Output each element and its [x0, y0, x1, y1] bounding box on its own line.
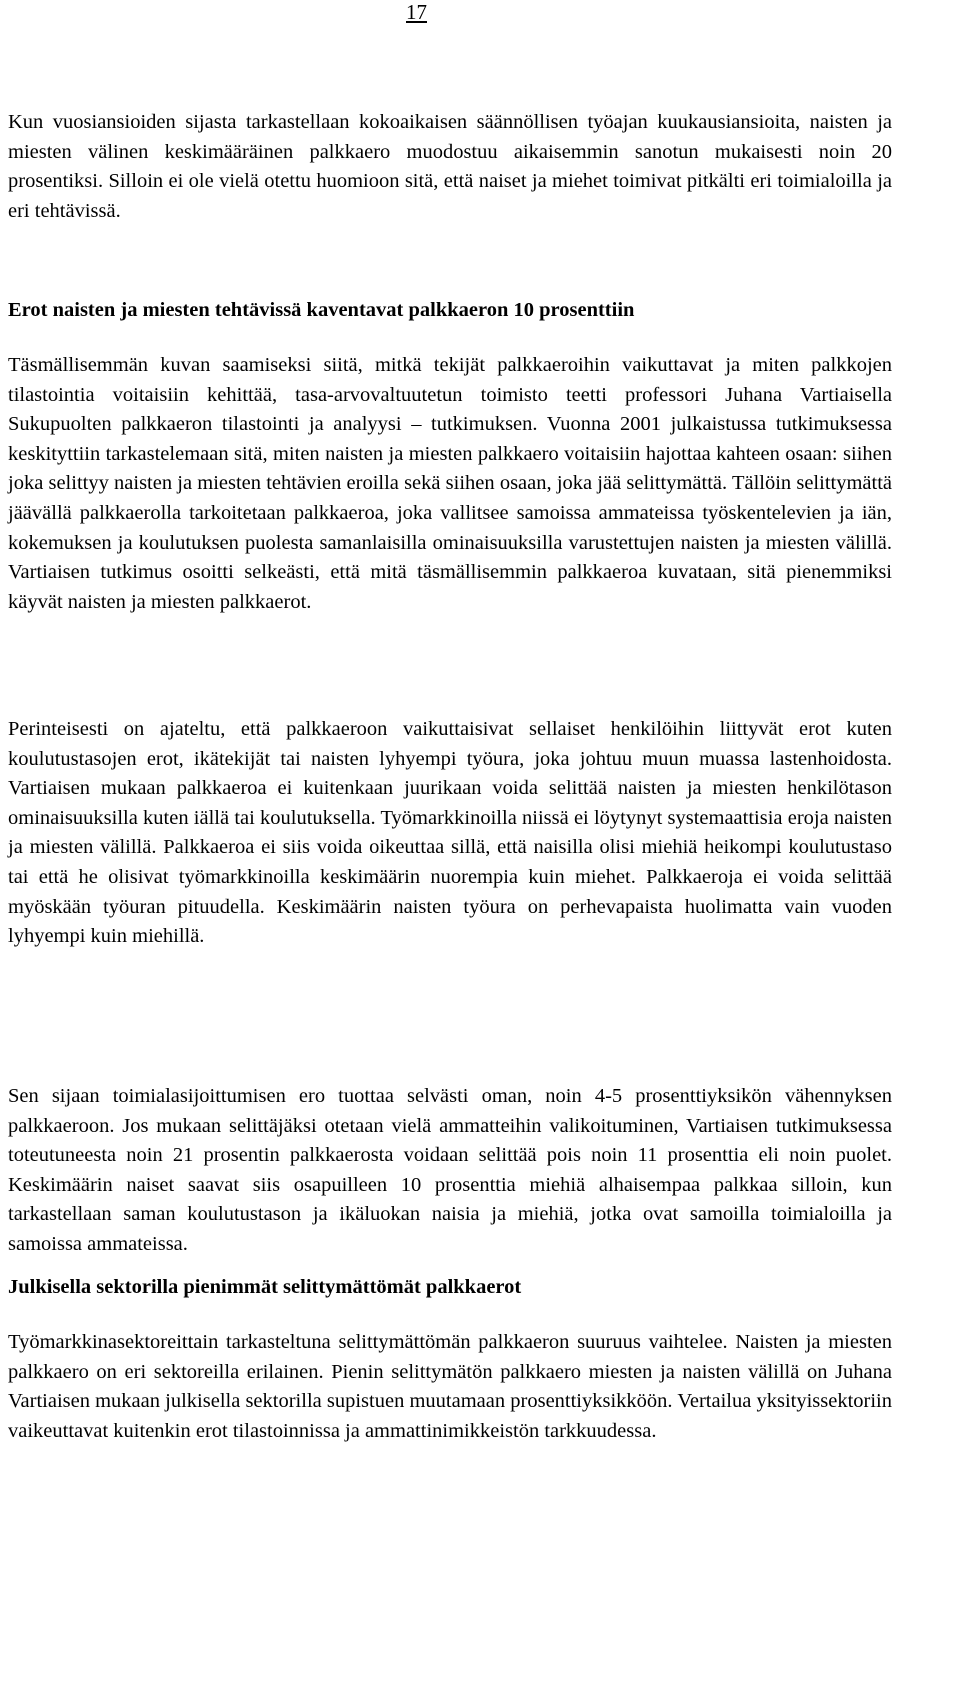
section-heading: Julkisella sektorilla pienimmät selittymättömät palkkaerot [8, 1276, 522, 1298]
section-heading: Erot naisten ja miesten tehtävissä kaventavat palkkaeron 10 prosenttiin [8, 299, 635, 321]
page-number: 17 [406, 0, 427, 24]
body-paragraph: Työmarkkinasektoreittain tarkasteltuna selittymättömän palkkaeron suuruus vaihtelee. Naisten ja miesten palkkaero on eri sektoreilla erilainen. Pienin selittymätön palkkaero miesten ja naisten välillä on Juhana Vartiaisen mukaan julkisella sektorilla supistuen muutamaan prosenttiyksikköön. Vertailua yksityissektoriin vaikeuttavat kuitenkin erot tilastoinnissa ja ammattinimikkeistön tarkkuudessa. [8, 1331, 892, 1442]
body-paragraph: Täsmällisemmän kuvan saamiseksi siitä, mitkä tekijät palkkaeroihin vaikuttavat ja miten palkkojen tilastointia voitaisiin kehittää, tasa-arvovaltuutetun toimisto teetti professori Juhana Vartiaisella Sukupuolten palkkaeron tilastointi ja analyysi – tutkimuksen. Vuonna 2001 julkaistussa tutkimuksessa keskityttiin tarkastelemaan sitä, miten naisten ja miesten palkkaero voitaisiin hajottaa kahteen osaan: siihen joka selittyy naisten ja miesten tehtävien eroilla sekä siihen osaan, joka jää selittymättä. Tällöin selittymättä jäävällä palkkaerolla tarkoitetaan palkkaeroa, joka vallitsee samoissa ammateissa työskentelevien ja iän, kokemuksen ja koulutuksen puolesta samanlaisilla ominaisuuksilla varustettujen naisten ja miesten välillä. Vartiaisen tutkimus osoitti selkeästi, että mitä täsmällisemmin palkkaeroa kuvataan, sitä pienemmiksi käyvät naisten ja miesten palkkaerot. [8, 354, 892, 613]
body-paragraph: Sen sijaan toimialasijoittumisen ero tuottaa selvästi oman, noin 4-5 prosenttiyksikön vähennyksen palkkaeroon. Jos mukaan selittäjäksi otetaan vielä ammatteihin valikoituminen, Vartiaisen tutkimuksessa toteutuneesta noin 21 prosentin palkkaerosta voidaan selittää pois noin 11 prosenttia eli noin puolet. Keskimäärin naiset saavat siis osapuilleen 10 prosenttia miehiä alhaisempaa palkkaa silloin, kun tarkastellaan saman koulutustason ja ikäluokan naisia ja miehiä, jotka ovat samoilla toimialoilla ja samoissa ammateissa. [8, 1085, 892, 1255]
body-paragraph: Perinteisesti on ajateltu, että palkkaeroon vaikuttaisivat sellaiset henkilöihin liittyvät erot kuten koulutustasojen erot, ikätekijät tai naisten lyhyempi työura, joka johtuu muun muassa lastenhoidosta. Vartiaisen mukaan palkkaeroa ei kuitenkaan juurikaan voida selittää naisten ja miesten henkilötason ominaisuuksilla kuten iällä tai koulutuksella. Työmarkkinoilla niissä ei löytynyt systemaattisia eroja naisten ja miesten välillä. Palkkaeroa ei siis voida oikeuttaa sillä, että naisilla olisi miehiä heikompi koulutustaso tai että he olisivat työmarkkinoilla keskimäärin nuorempia kuin miehet. Palkkaeroja ei voida selittää myöskään työuran pituudella. Keskimäärin naisten työura on perhevapaista huolimatta vain vuoden lyhyempi kuin miehillä. [8, 718, 892, 948]
intro-paragraph: Kun vuosiansioiden sijasta tarkastellaan kokoaikaisen säännöllisen työajan kuukausiansioita, naisten ja miesten välinen keskimääräinen palkkaero muodostuu aikaisemmin sanotun mukaisesti noin 20 prosentiksi. Silloin ei ole vielä otettu huomioon sitä, että naiset ja miehet toimivat pitkälti eri toimialoilla ja eri tehtävissä. [8, 111, 892, 222]
